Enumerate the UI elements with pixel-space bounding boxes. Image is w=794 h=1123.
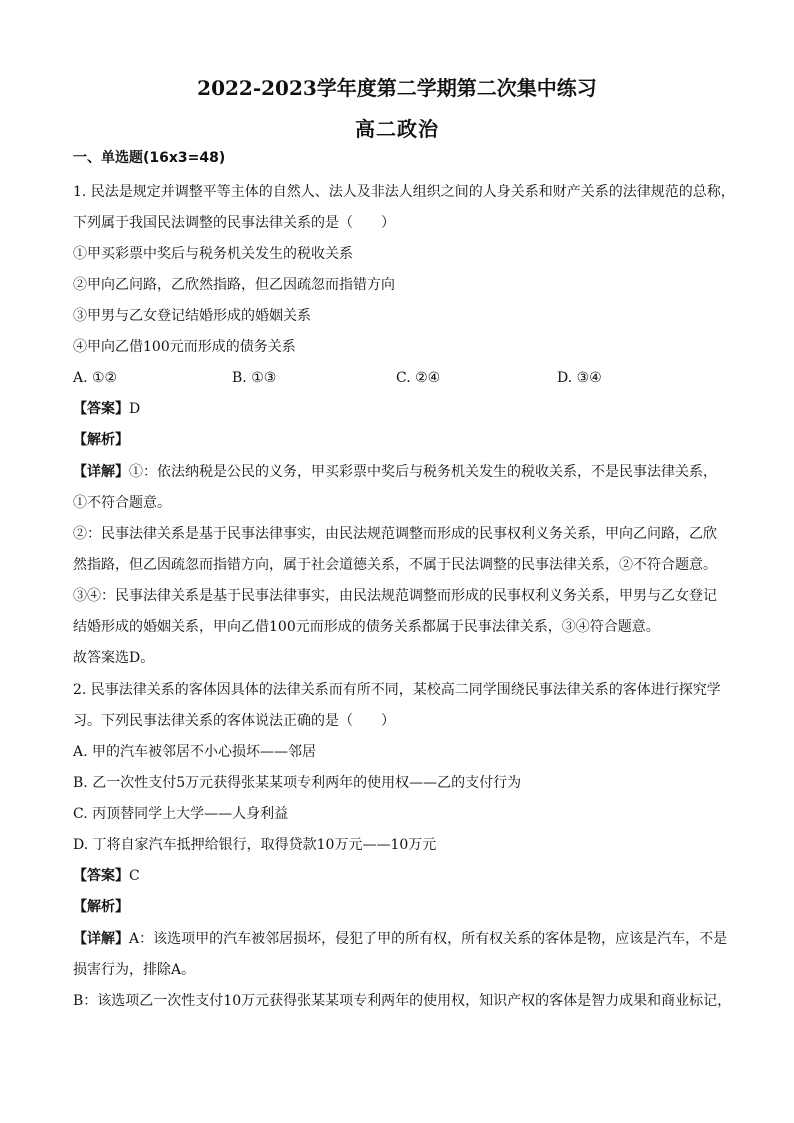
- q1-detail-line: ③④：民事法律关系是基于民事法律事实，由民法规范调整而形成的民事权利义务关系，甲男与乙女登记: [73, 588, 717, 604]
- answer-label: 【答案】: [73, 868, 129, 884]
- q1-option-b: B. ①③: [232, 370, 277, 386]
- q1-answer: [73, 399, 140, 419]
- q1-detail-line: 结婚形成的婚姻关系，甲向乙借100元而形成的债务关系都属于民事法律关系，③④符合题意。: [73, 619, 660, 635]
- q2-stem-line-1: 2. 民事法律关系的客体因具体的法律关系而有所不同，某校高二同学围绕民事法律关系的客体进行探究学: [73, 682, 721, 698]
- q1-detail-line: ②：民事法律关系是基于民事法律事实，由民法规范调整而形成的民事权利义务关系，甲向乙问路，乙欣: [73, 526, 717, 542]
- q1-item-3: ③甲男与乙女登记结婚形成的婚姻关系: [73, 308, 311, 324]
- detail-text: A：该选项甲的汽车被邻居损坏，侵犯了甲的所有权，所有权关系的客体是物，应该是汽车，不是: [129, 931, 728, 947]
- q1-item-4: ④甲向乙借100元而形成的债务关系: [73, 339, 296, 355]
- page-title: 2022-2023学年度第二学期第二次集中练习: [197, 76, 597, 100]
- page-subtitle: 高二政治: [355, 117, 439, 141]
- detail-text: ①：依法纳税是公民的义务，甲买彩票中奖后与税务机关发生的税收关系，不是民事法律关系，: [129, 464, 717, 480]
- detail-label: 【详解】: [73, 931, 129, 947]
- q2-option-b: B. 乙一次性支付5万元获得张某某项专利两年的使用权——乙的支付行为: [73, 775, 522, 791]
- q1-option-a: A. ①②: [73, 370, 118, 386]
- q2-analysis-label: 【解析】: [73, 899, 129, 915]
- answer-value: C: [129, 868, 140, 884]
- detail-label: 【详解】: [73, 464, 129, 480]
- q2-option-a: A. 甲的汽车被邻居不小心损坏——邻居: [73, 744, 317, 760]
- q1-detail-line: [73, 462, 717, 482]
- q2-detail-line: 损害行为，排除A。: [73, 962, 196, 978]
- q2-answer: [73, 866, 140, 886]
- answer-label: 【答案】: [73, 401, 129, 417]
- q1-item-2: ②甲向乙问路，乙欣然指路，但乙因疏忽而指错方向: [73, 277, 395, 293]
- q2-detail-line: B：该选项乙一次性支付10万元获得张某某项专利两年的使用权，知识产权的客体是智力成果和商业标记，: [73, 993, 732, 1009]
- q1-analysis-label: 【解析】: [73, 432, 129, 448]
- q2-option-c: C. 丙顶替同学上大学——人身利益: [73, 806, 289, 822]
- q1-option-d: D. ③④: [557, 370, 602, 386]
- q1-detail-line: 然指路，但乙因疏忽而指错方向，属于社会道德关系，不属于民法调整的民事法律关系，②不符合题意。: [73, 557, 717, 573]
- q2-detail-line: [73, 929, 727, 949]
- q2-stem-line-2: 习。下列民事法律关系的客体说法正确的是（ ）: [73, 713, 395, 729]
- q1-stem-line-1: 1. 民法是规定并调整平等主体的自然人、法人及非法人组织之间的人身关系和财产关系的法律规范的总称，: [73, 184, 735, 200]
- q1-stem-line-2: 下列属于我国民法调整的民事法律关系的是（ ）: [73, 215, 395, 231]
- section-heading: 一、单选题(16x3=48): [73, 150, 226, 166]
- q1-conclusion: 故答案选D。: [73, 650, 155, 666]
- q2-option-d: D. 丁将自家汽车抵押给银行，取得贷款10万元——10万元: [73, 837, 437, 853]
- answer-value: D: [129, 401, 141, 417]
- q1-item-1: ①甲买彩票中奖后与税务机关发生的税收关系: [73, 246, 353, 262]
- q1-option-c: C. ②④: [396, 370, 441, 386]
- q1-detail-line: ①不符合题意。: [73, 495, 171, 511]
